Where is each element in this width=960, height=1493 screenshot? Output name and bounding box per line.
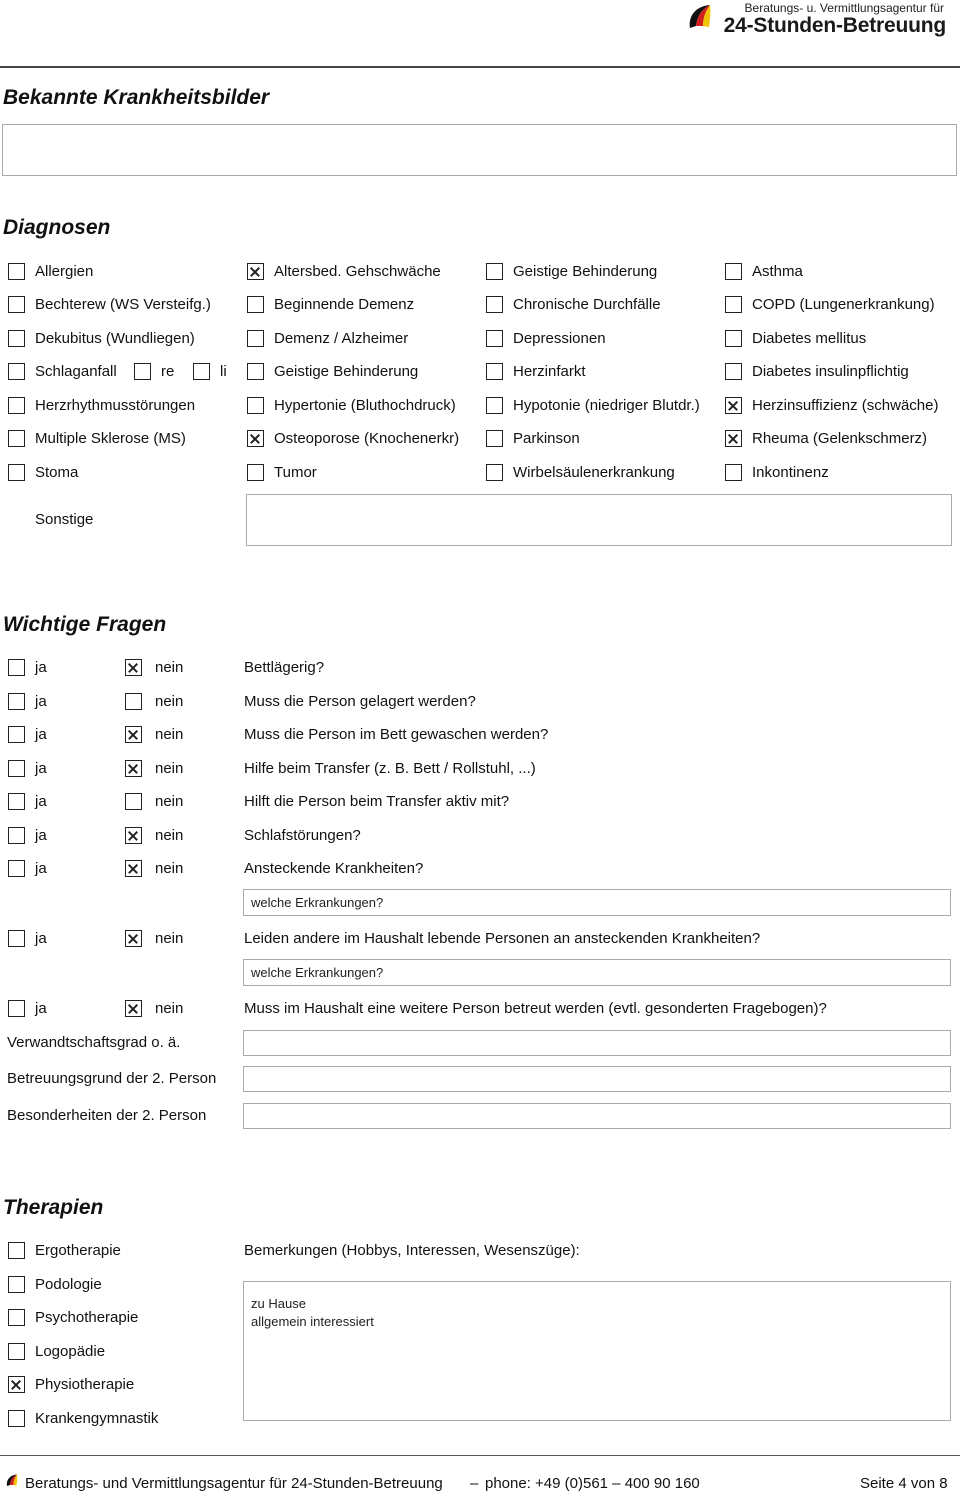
- diagnose-label: Parkinson: [513, 430, 580, 447]
- frage-text: Muss die Person gelagert werden?: [244, 693, 476, 710]
- frage-text: Hilfe beim Transfer (z. B. Bett / Rollstuhl, ...): [244, 760, 536, 777]
- diagnose-label: Altersbed. Gehschwäche: [274, 263, 441, 280]
- ja-checkbox[interactable]: [8, 793, 25, 810]
- frage-text: Muss im Haushalt eine weitere Person betreut werden (evtl. gesonderten Fragebogen)?: [244, 1000, 827, 1017]
- ja-label: ja: [35, 693, 47, 710]
- therapie-label: Logopädie: [35, 1343, 106, 1360]
- diagnose-checkbox-altersbed-gehschwäche[interactable]: [247, 263, 264, 280]
- diagnose-label: Stoma: [35, 464, 79, 481]
- nein-checkbox[interactable]: [125, 793, 142, 810]
- ja-checkbox[interactable]: [8, 659, 25, 676]
- besonderheiten-input[interactable]: [243, 1103, 951, 1129]
- diagnose-checkbox-dekubitus-wundliegen[interactable]: [8, 330, 25, 347]
- welche-erkrankungen-input-1[interactable]: welche Erkrankungen?: [243, 889, 951, 916]
- header-logo: [648, 0, 948, 44]
- nein-label: nein: [155, 1000, 184, 1017]
- diagnose-checkbox-hypotonie-niedriger-blutdr[interactable]: [486, 397, 503, 414]
- diagnose-label: Geistige Behinderung: [274, 363, 419, 380]
- sonstige-label: Sonstige: [35, 511, 94, 528]
- bekannte-input[interactable]: [2, 124, 957, 176]
- ja-label: ja: [35, 793, 47, 810]
- therapie-checkbox-physiotherapie[interactable]: [8, 1376, 25, 1393]
- diagnose-checkbox-diabetes-mellitus[interactable]: [725, 330, 742, 347]
- diagnose-label: Hypotonie (niedriger Blutdr.): [513, 397, 700, 414]
- section-title-diagnosen: Diagnosen: [3, 216, 111, 239]
- diagnose-label: Diabetes mellitus: [752, 330, 867, 347]
- diagnose-label: Hypertonie (Bluthochdruck): [274, 397, 456, 414]
- nein-checkbox[interactable]: [125, 726, 142, 743]
- diagnose-checkbox-depressionen[interactable]: [486, 330, 503, 347]
- nein-label: nein: [155, 726, 184, 743]
- schlaganfall-re-checkbox[interactable]: [134, 363, 151, 380]
- diagnose-checkbox-hypertonie-bluthochdruck[interactable]: [247, 397, 264, 414]
- therapie-label: Krankengymnastik: [35, 1410, 159, 1427]
- section-title-bekannte: Bekannte Krankheitsbilder: [3, 86, 270, 109]
- ja-label: ja: [35, 760, 47, 777]
- diagnose-checkbox-herzinsuffizienz-schwäche[interactable]: [725, 397, 742, 414]
- frage-text: Ansteckende Krankheiten?: [244, 860, 424, 877]
- diagnose-checkbox-rheuma-gelenkschmerz[interactable]: [725, 430, 742, 447]
- diagnose-label: Bechterew (WS Versteifg.): [35, 296, 211, 313]
- frage-text: Hilft die Person beim Transfer aktiv mit?: [244, 793, 510, 810]
- nein-label: nein: [155, 659, 184, 676]
- therapie-checkbox-krankengymnastik[interactable]: [8, 1410, 25, 1427]
- diagnose-label: Multiple Sklerose (MS): [35, 430, 186, 447]
- ja-checkbox[interactable]: [8, 1000, 25, 1017]
- nein-checkbox[interactable]: [125, 1000, 142, 1017]
- nein-checkbox[interactable]: [125, 930, 142, 947]
- ja-checkbox[interactable]: [8, 693, 25, 710]
- diagnose-checkbox-tumor[interactable]: [247, 464, 264, 481]
- nein-checkbox[interactable]: [125, 860, 142, 877]
- frage-text: Muss die Person im Bett gewaschen werden?: [244, 726, 549, 743]
- flag-swoosh-icon: [5, 1473, 22, 1490]
- diagnose-label: Asthma: [752, 263, 803, 280]
- diagnose-label: Beginnende Demenz: [274, 296, 415, 313]
- nein-label: nein: [155, 930, 184, 947]
- diagnose-checkbox-wirbelsäulenerkrankung[interactable]: [486, 464, 503, 481]
- diagnose-checkbox-chronische-durchfälle[interactable]: [486, 296, 503, 313]
- therapie-checkbox-logopädie[interactable]: [8, 1343, 25, 1360]
- diagnose-label: Dekubitus (Wundliegen): [35, 330, 195, 347]
- therapie-label: Ergotherapie: [35, 1242, 121, 1259]
- betreuungsgrund-input[interactable]: [243, 1066, 951, 1092]
- diagnose-label: Geistige Behinderung: [513, 263, 658, 280]
- diagnose-label: Herzinsuffizienz (schwäche): [752, 397, 939, 414]
- diagnose-label: Inkontinenz: [752, 464, 829, 481]
- diagnose-label: Allergien: [35, 263, 94, 280]
- diagnose-checkbox-parkinson[interactable]: [486, 430, 503, 447]
- diagnose-label: Schlaganfall: [35, 363, 117, 380]
- ja-label: ja: [35, 860, 47, 877]
- bemerkungen-label: Bemerkungen (Hobbys, Interessen, Wesenszüge):: [244, 1242, 580, 1259]
- flag-swoosh-icon: [686, 2, 720, 36]
- diagnose-checkbox-herzinfarkt[interactable]: [486, 363, 503, 380]
- frage-text: Leiden andere im Haushalt lebende Personen an ansteckenden Krankheiten?: [244, 930, 761, 947]
- section-title-therapien: Therapien: [3, 1196, 104, 1219]
- footer-agency: Beratungs- und Vermittlungsagentur für 24-Stunden-Betreuung: [25, 1475, 443, 1492]
- ja-checkbox[interactable]: [8, 860, 25, 877]
- sonstige-input[interactable]: [246, 494, 952, 546]
- therapie-checkbox-podologie[interactable]: [8, 1276, 25, 1293]
- therapie-checkbox-ergotherapie[interactable]: [8, 1242, 25, 1259]
- diagnose-label: Herzinfarkt: [513, 363, 586, 380]
- bemerkungen-textarea[interactable]: [243, 1281, 951, 1421]
- header-divider: [0, 66, 960, 68]
- diagnose-label: Wirbelsäulenerkrankung: [513, 464, 675, 481]
- footer-page: Seite 4 von 8: [860, 1475, 948, 1492]
- diagnose-checkbox-osteoporose-knochenerkr[interactable]: [247, 430, 264, 447]
- diagnose-checkbox-allergien[interactable]: [8, 263, 25, 280]
- ja-checkbox[interactable]: [8, 760, 25, 777]
- footer-dash: –: [470, 1475, 479, 1492]
- diagnose-label: Depressionen: [513, 330, 606, 347]
- nein-label: nein: [155, 760, 184, 777]
- diagnose-label: Diabetes insulinpflichtig: [752, 363, 909, 380]
- footer-divider: [0, 1455, 960, 1456]
- ja-checkbox[interactable]: [8, 827, 25, 844]
- nein-label: nein: [155, 793, 184, 810]
- diagnose-label: Chronische Durchfälle: [513, 296, 661, 313]
- diagnose-checkbox-diabetes-insulinpflichtig[interactable]: [725, 363, 742, 380]
- ja-label: ja: [35, 827, 47, 844]
- diagnose-checkbox-bechterew-ws-versteifg[interactable]: [8, 296, 25, 313]
- schlaganfall-li-checkbox[interactable]: [193, 363, 210, 380]
- diagnose-label: Tumor: [274, 464, 317, 481]
- betreuungsgrund-label: Betreuungsgrund der 2. Person: [7, 1070, 217, 1087]
- diagnose-checkbox-geistige-behinderung[interactable]: [486, 263, 503, 280]
- therapie-label: Physiotherapie: [35, 1376, 135, 1393]
- diagnose-checkbox-inkontinenz[interactable]: [725, 464, 742, 481]
- besonderheiten-label: Besonderheiten der 2. Person: [7, 1107, 207, 1124]
- nein-label: nein: [155, 860, 184, 877]
- welche-erkrankungen-input-2[interactable]: welche Erkrankungen?: [243, 959, 951, 986]
- footer-phone: phone: +49 (0)561 – 400 90 160: [485, 1475, 700, 1492]
- schlaganfall-re-label: re: [161, 363, 175, 380]
- diagnose-label: COPD (Lungenerkrankung): [752, 296, 935, 313]
- frage-text: Bettlägerig?: [244, 659, 325, 676]
- diagnose-checkbox-schlaganfall[interactable]: [8, 363, 25, 380]
- diagnose-checkbox-geistige-behinderung[interactable]: [247, 363, 264, 380]
- nein-checkbox[interactable]: [125, 659, 142, 676]
- diagnose-checkbox-asthma[interactable]: [725, 263, 742, 280]
- diagnose-checkbox-stoma[interactable]: [8, 464, 25, 481]
- diagnose-checkbox-multiple-sklerose-ms[interactable]: [8, 430, 25, 447]
- bemerkungen-line-1: zu Hause: [251, 1296, 306, 1311]
- section-title-fragen: Wichtige Fragen: [3, 613, 167, 636]
- therapie-label: Podologie: [35, 1276, 102, 1293]
- diagnose-checkbox-demenz-alzheimer[interactable]: [247, 330, 264, 347]
- nein-checkbox[interactable]: [125, 827, 142, 844]
- nein-checkbox[interactable]: [125, 760, 142, 777]
- schlaganfall-li-label: li: [220, 363, 227, 380]
- frage-text: Schlafstörungen?: [244, 827, 361, 844]
- therapie-label: Psychotherapie: [35, 1309, 139, 1326]
- nein-checkbox[interactable]: [125, 693, 142, 710]
- verwandtschaft-input[interactable]: [243, 1030, 951, 1056]
- diagnose-checkbox-copd-lungenerkrankung[interactable]: [725, 296, 742, 313]
- diagnose-checkbox-herzrhythmusstörungen[interactable]: [8, 397, 25, 414]
- therapie-checkbox-psychotherapie[interactable]: [8, 1309, 25, 1326]
- nein-label: nein: [155, 693, 184, 710]
- diagnose-label: Herzrhythmusstörungen: [35, 397, 196, 414]
- bemerkungen-line-2: allgemein interessiert: [251, 1314, 374, 1329]
- diagnose-label: Rheuma (Gelenkschmerz): [752, 430, 928, 447]
- logo-tagline: Beratungs- u. Vermittlungsagentur für: [744, 1, 944, 15]
- diagnose-label: Demenz / Alzheimer: [274, 330, 409, 347]
- ja-label: ja: [35, 726, 47, 743]
- ja-label: ja: [35, 659, 47, 676]
- diagnose-label: Osteoporose (Knochenerkr): [274, 430, 460, 447]
- ja-label: ja: [35, 930, 47, 947]
- diagnose-checkbox-beginnende-demenz[interactable]: [247, 296, 264, 313]
- ja-checkbox[interactable]: [8, 726, 25, 743]
- logo-title: 24-Stunden-Betreuung: [723, 14, 946, 37]
- ja-label: ja: [35, 1000, 47, 1017]
- verwandtschaft-label: Verwandtschaftsgrad o. ä.: [7, 1034, 181, 1051]
- nein-label: nein: [155, 827, 184, 844]
- ja-checkbox[interactable]: [8, 930, 25, 947]
